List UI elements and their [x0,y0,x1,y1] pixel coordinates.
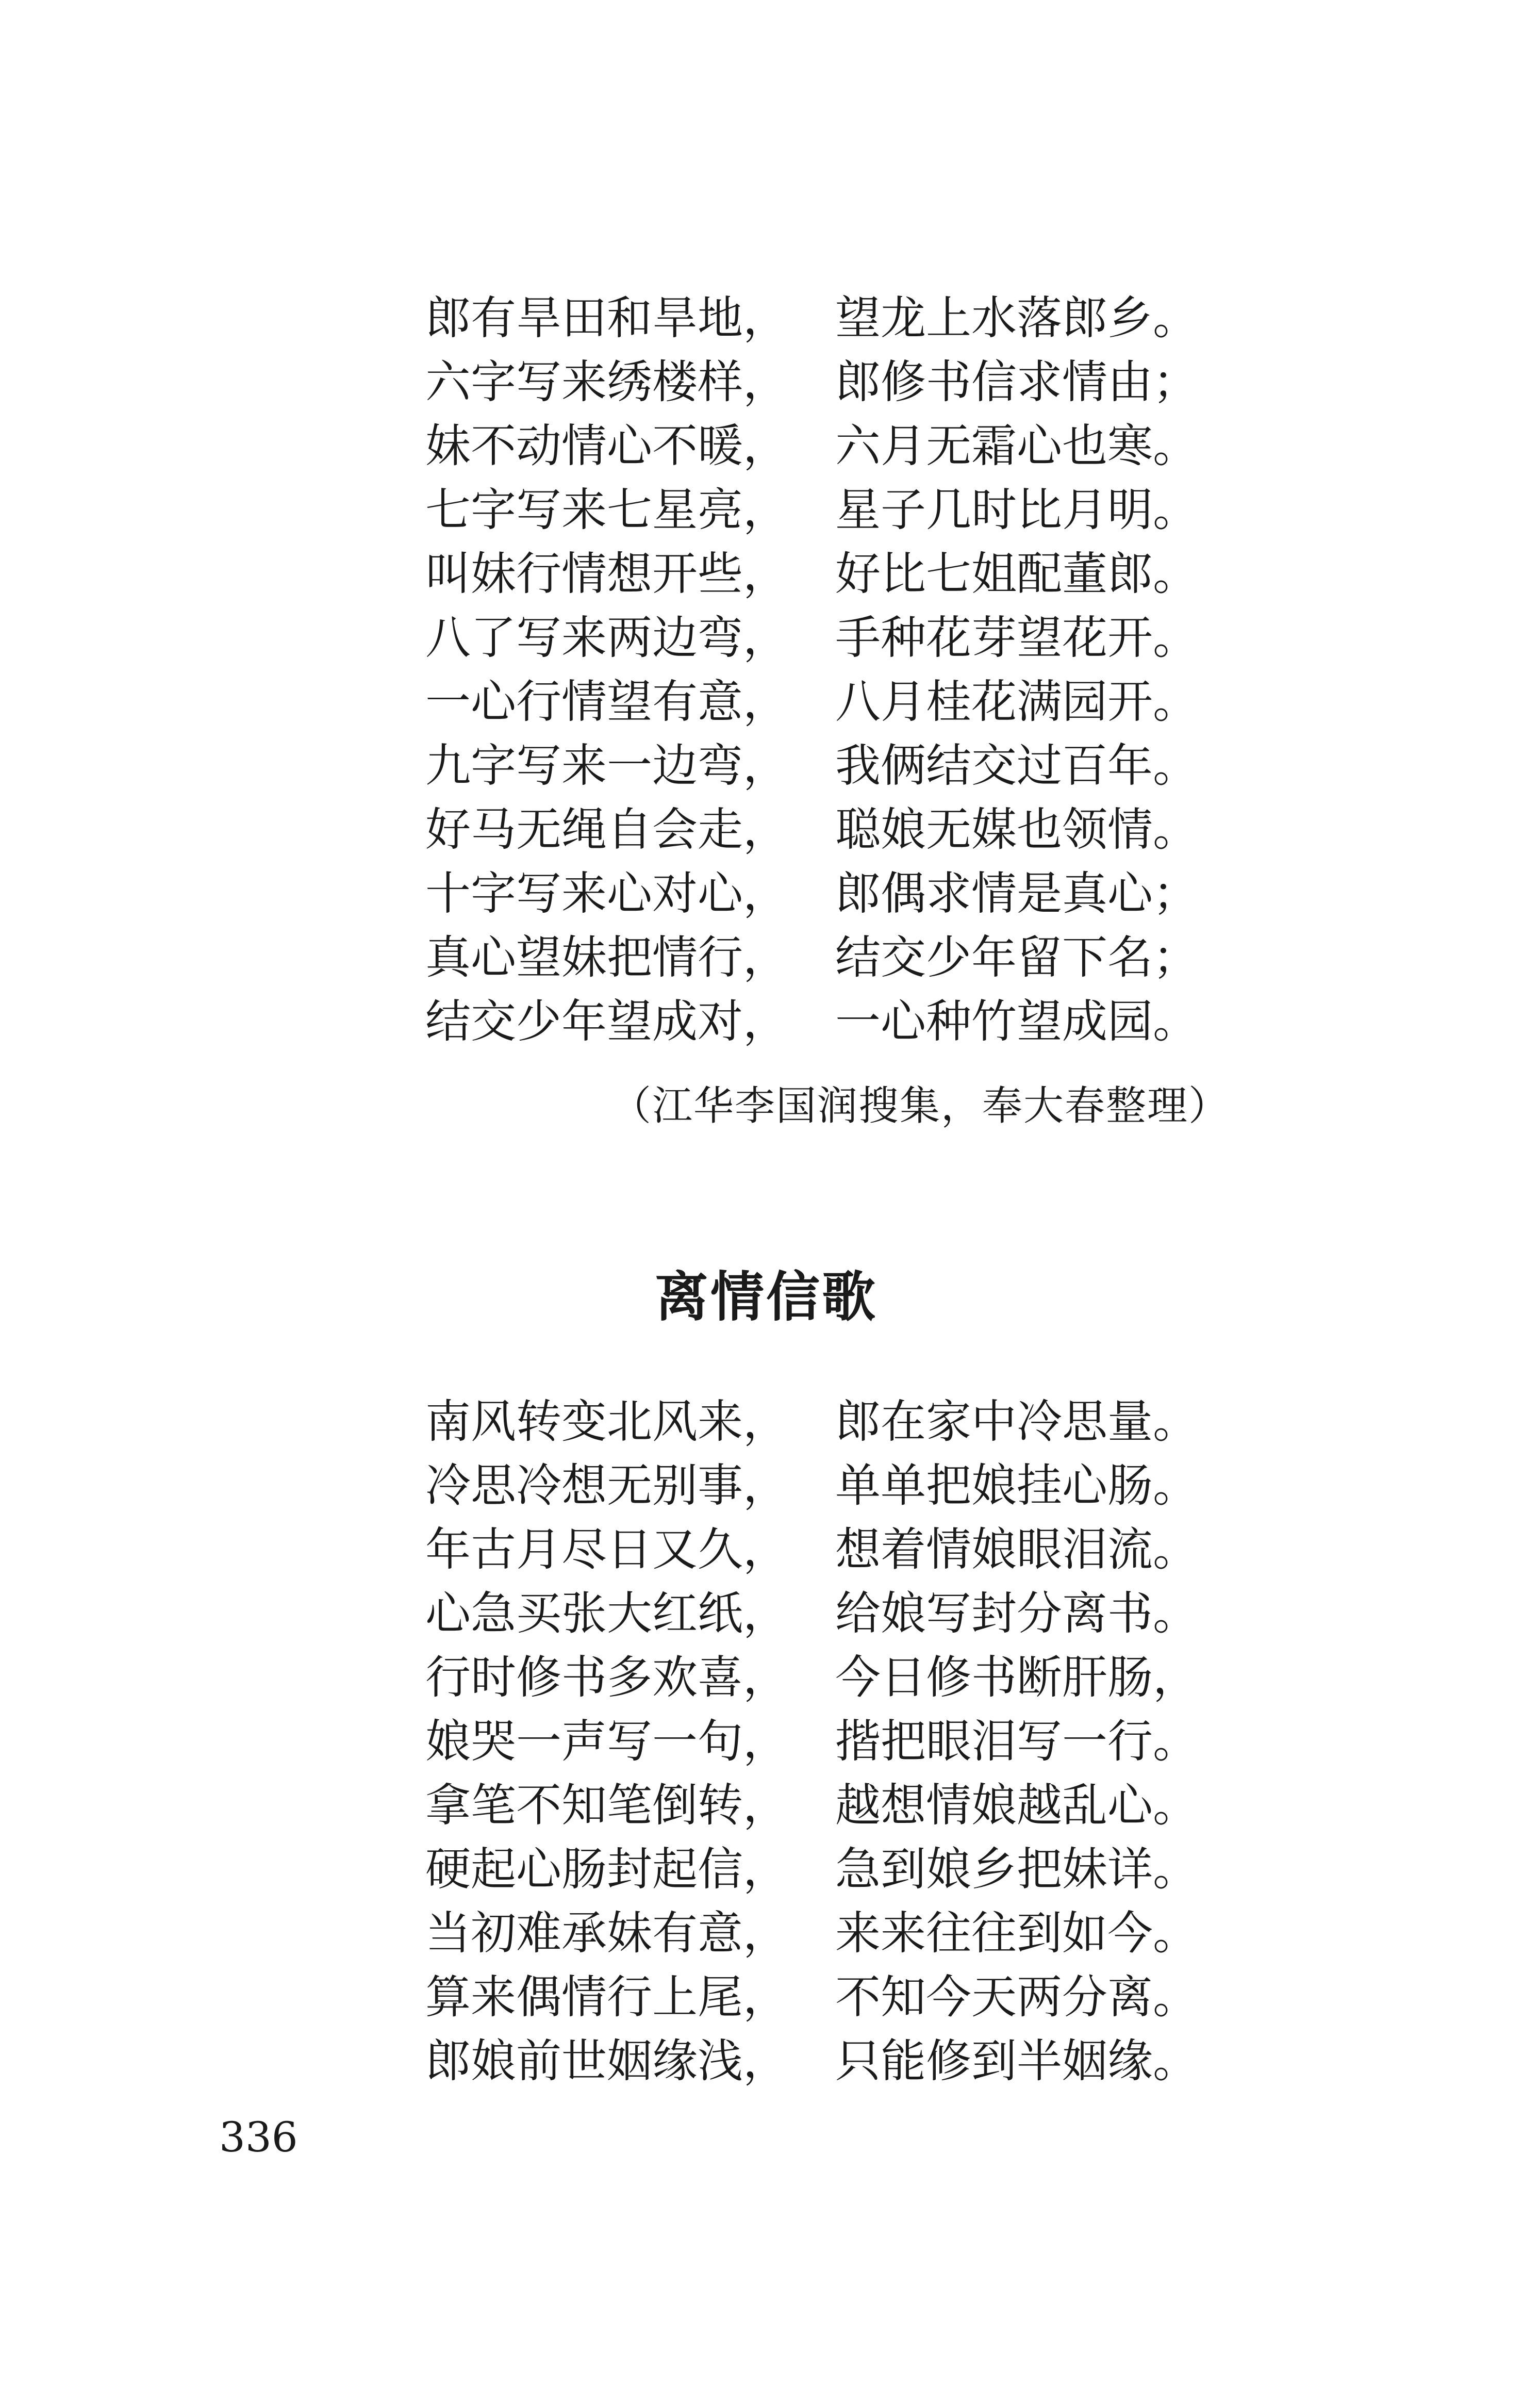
line-right-half: 我俩结交过百年。 [835,739,1199,792]
line-left-half: 七字写来七星亮， [425,483,789,536]
line-right-half: 不知今天两分离。 [835,1970,1199,2024]
line-left-half: 叫妹行情想开些， [425,547,789,600]
line-left-half: 妹不动情心不暖， [425,419,789,472]
line-left-half: 好马无绳自会走， [425,803,789,856]
line-left-half: 行时修书多欢喜， [425,1651,789,1704]
line-right-half: 八月桂花满园开。 [835,675,1199,728]
poem-line [425,286,1250,350]
poem-line [425,798,1250,862]
line-left-half: 心急买张大红纸， [425,1587,789,1640]
poem-line [425,926,1250,990]
poem-line [425,1709,1250,1773]
poem-line [425,1837,1250,1901]
line-right-half: 郎偶求情是真心； [835,867,1199,920]
line-left-half: 冷思冷想无别事， [425,1459,789,1512]
line-right-half: 给娘写封分离书。 [835,1587,1199,1640]
line-left-half: 南风转变北风来， [425,1395,789,1448]
line-left-half: 娘哭一声写一句， [425,1715,789,1768]
poem-line [425,1518,1250,1582]
line-right-half: 结交少年留下名； [835,931,1199,984]
line-left-half: 六字写来绣楼样， [425,355,789,408]
line-left-half: 一心行情望有意， [425,675,789,728]
line-right-half: 六月无霜心也寒。 [835,419,1199,472]
poem-line [425,1901,1250,1965]
poem-line [425,990,1250,1054]
poem-line [425,2029,1250,2093]
line-left-half: 九字写来一边弯， [425,739,789,792]
line-left-half: 硬起心肠封起信， [425,1843,789,1896]
line-left-half: 郎娘前世姻缘浅， [425,2034,789,2087]
line-right-half: 急到娘乡把妹详。 [835,1843,1199,1896]
line-right-half: 聪娘无媒也领情。 [835,803,1199,856]
line-left-half: 拿笔不知笔倒转， [425,1779,789,1832]
poem-line [425,542,1250,606]
poem-line [425,670,1250,734]
page-number: 336 [219,2113,298,2161]
poem-line [425,1773,1250,1837]
poem-line [425,1965,1250,2029]
poem-line [425,414,1250,478]
line-right-half: 一心种竹望成园。 [835,995,1199,1048]
poem-line [425,606,1250,670]
line-right-half: 今日修书断肝肠， [835,1651,1199,1704]
line-right-half: 只能修到半姻缘。 [835,2034,1199,2087]
line-left-half: 当初难承妹有意， [425,1906,789,1960]
line-right-half: 好比七姐配董郎。 [835,547,1199,600]
poem-line [425,350,1250,414]
line-right-half: 星子几时比月明。 [835,483,1199,536]
poem-line [425,734,1250,798]
line-right-half: 越想情娘越乱心。 [835,1779,1199,1832]
poem-line [425,862,1250,926]
line-right-half: 郎在家中冷思量。 [835,1395,1199,1448]
line-left-half: 十字写来心对心， [425,867,789,920]
poem-line [425,1390,1250,1454]
line-left-half: 结交少年望成对， [425,995,789,1048]
line-left-half: 年古月尽日又久， [425,1523,789,1576]
line-right-half: 望龙上水落郎乡。 [835,291,1199,344]
line-left-half: 算来偶情行上尾， [425,1970,789,2024]
line-left-half: 八了写来两边弯， [425,611,789,664]
line-left-half: 郎有旱田和旱地， [425,291,789,344]
line-right-half: 揩把眼泪写一行。 [835,1715,1199,1768]
line-right-half: 手种花芽望花开。 [835,611,1199,664]
poem-line [425,478,1250,542]
poem-line [425,1454,1250,1518]
poem-second [425,1390,1250,2093]
line-right-half: 单单把娘挂心肠。 [835,1459,1199,1512]
poem-attribution: （江华李国润搜集，奉大春整理） [611,1083,1230,1129]
section-title: 离情信歌 [655,1265,878,1328]
poem-first [425,286,1250,1054]
poem-line [425,1582,1250,1646]
line-left-half: 真心望妹把情行， [425,931,789,984]
poem-line [425,1646,1250,1709]
line-right-half: 来来往往到如今。 [835,1906,1199,1960]
line-right-half: 郎修书信求情由； [835,355,1199,408]
line-right-half: 想着情娘眼泪流。 [835,1523,1199,1576]
